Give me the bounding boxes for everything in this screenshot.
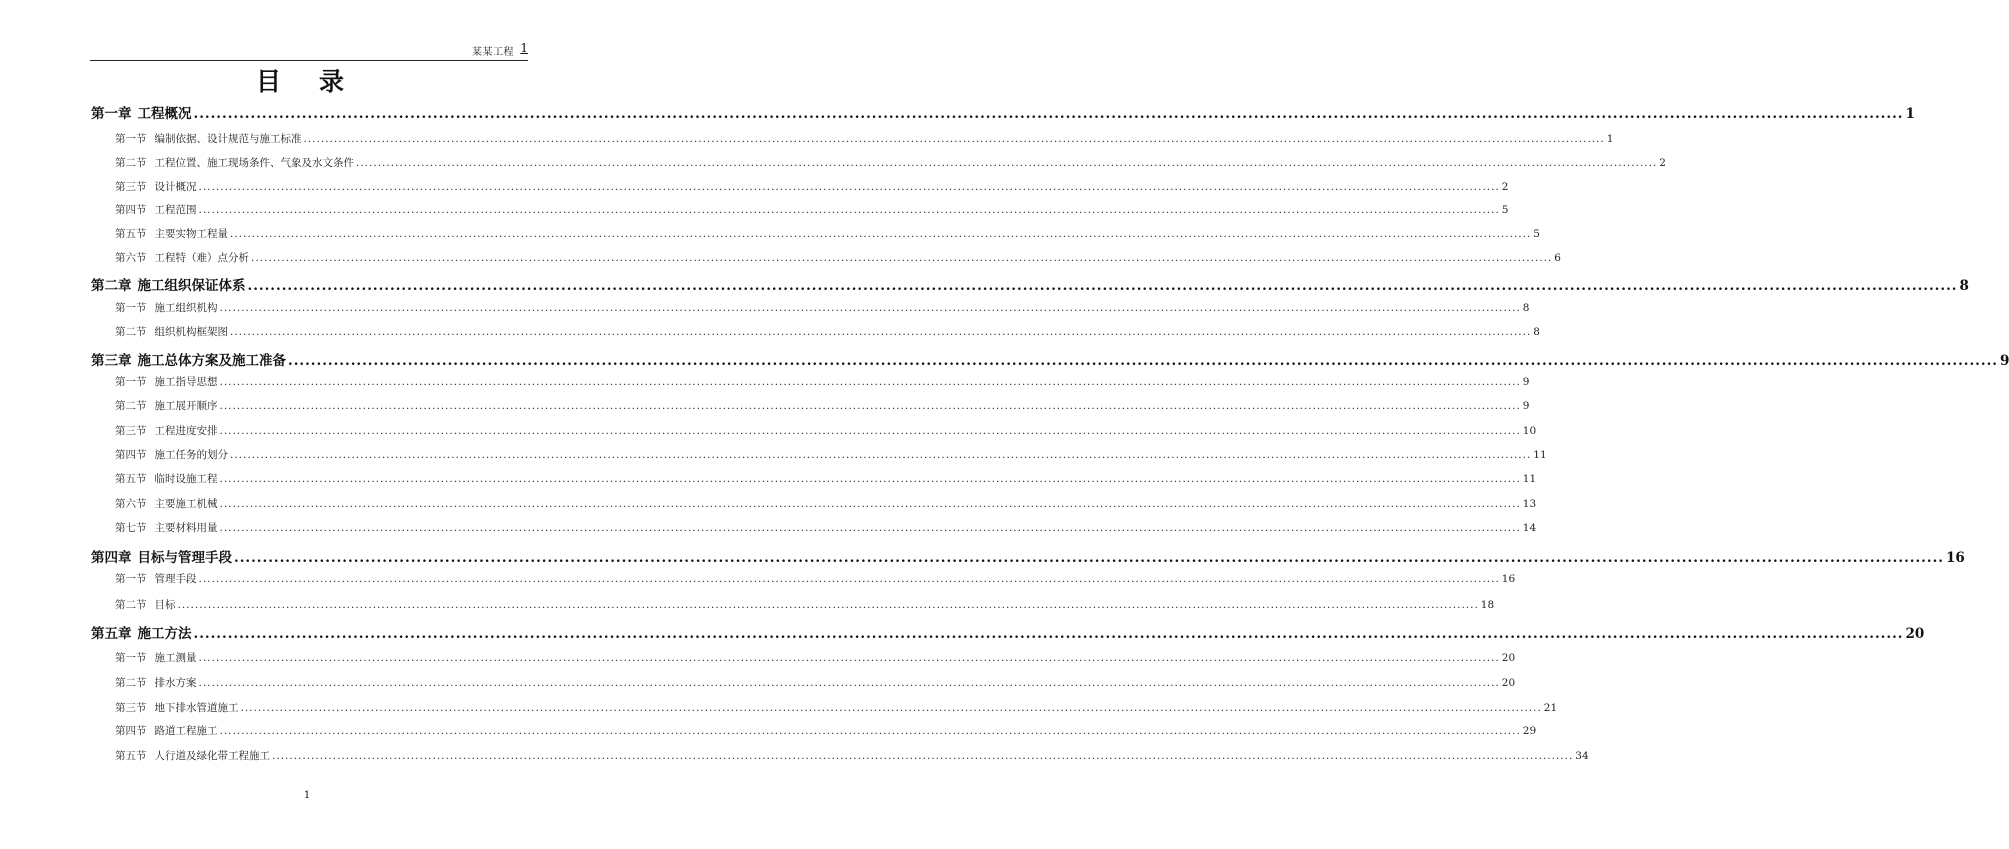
toc-entry-page-number: 8: [1959, 278, 1969, 294]
toc-leader-dots: ............................................................................................................................................................................................................................................................................................................: [177, 599, 1479, 611]
toc-section-entry[interactable]: [115, 748, 1589, 763]
toc-entry-title: 施工总体方案及施工准备: [137, 353, 286, 369]
toc-leader-dots: ............................................................................................................................................................................................................................................................................................................: [230, 228, 1532, 240]
toc-leader-dots: ............................................................................................................................................................................................................................................................................................................: [198, 677, 1500, 689]
toc-entry-number: 第三节: [115, 181, 147, 193]
toc-section-entry[interactable]: [115, 131, 1614, 146]
toc-entry-page-number: 13: [1522, 498, 1537, 510]
toc-section-entry[interactable]: [115, 374, 1530, 389]
toc-leader-dots: ............................................................................................................................................................................................................................................................................................................: [198, 204, 1500, 216]
toc-entry-label: [115, 324, 228, 339]
toc-entry-title: 施工组织机构: [154, 302, 218, 314]
toc-entry-number: 第一节: [115, 376, 147, 388]
toc-entry-page-number: 2: [1501, 181, 1509, 193]
toc-entry-label: [115, 179, 197, 194]
toc-entry-title: 施工指导思想: [154, 376, 218, 388]
toc-section-entry[interactable]: [115, 423, 1537, 438]
toc-entry-page-number: 20: [1905, 626, 1925, 642]
toc-leader-dots: ............................................................................................................................................................................................................................................................................................................: [303, 133, 1605, 145]
toc-entry-title: 工程位置、施工现场条件、气象及水文条件: [154, 157, 354, 169]
toc-entry-label: [115, 155, 354, 170]
toc-entry-label: [115, 748, 270, 763]
toc-entry-label: [91, 349, 286, 369]
toc-entry-page-number: 5: [1533, 228, 1540, 240]
toc-entry-number: 第四节: [115, 204, 147, 216]
toc-leader-dots: ............................................................................................................................................................................................................................................................................................................: [219, 522, 1521, 534]
toc-entry-label: [115, 398, 218, 413]
toc-entry-title: 主要实物工程量: [154, 228, 228, 240]
toc-leader-dots: ............................................................................................................................................................................................................................................................................................................: [219, 425, 1521, 437]
toc-entry-label: [115, 723, 218, 738]
toc-entry-number: 第一节: [115, 302, 147, 314]
toc-section-entry[interactable]: [115, 155, 1666, 170]
toc-entry-number: 第四章: [91, 550, 132, 566]
toc-leader-dots: ............................................................................................................................................................................................................................................................................................................: [251, 252, 1553, 264]
toc-entry-label: [115, 131, 302, 146]
toc-entry-title: 施工组织保证体系: [137, 278, 246, 294]
toc-entry-page-number: 10: [1522, 425, 1537, 437]
toc-leader-dots: ............................................................................................................................................................................................................................................................................................................: [230, 449, 1532, 461]
toc-title: 目录: [255, 67, 382, 96]
toc-leader-dots: ............................................................................................................................................................................................................................................................................................................: [219, 473, 1521, 485]
toc-chapter-entry[interactable]: [91, 349, 2009, 369]
toc-entry-title: 排水方案: [154, 677, 197, 689]
toc-leader-dots: ............................................................................................................................................................................................................................................................................................................: [288, 353, 1998, 369]
toc-section-entry[interactable]: [115, 447, 1547, 462]
toc-chapter-entry[interactable]: [91, 622, 1925, 642]
toc-entry-page-number: 9: [1522, 400, 1530, 412]
toc-entry-title: 组织机构框架图: [154, 326, 228, 338]
toc-leader-dots: ............................................................................................................................................................................................................................................................................................................: [219, 498, 1521, 510]
toc-section-entry[interactable]: [115, 324, 1540, 339]
toc-section-entry[interactable]: [115, 226, 1540, 241]
toc-section-entry[interactable]: [115, 675, 1516, 690]
toc-leader-dots: ............................................................................................................................................................................................................................................................................................................: [198, 652, 1500, 664]
toc-entry-page-number: 8: [1522, 302, 1530, 314]
toc-section-entry[interactable]: [115, 700, 1558, 715]
toc-entry-number: 第一节: [115, 652, 147, 664]
toc-entry-number: 第四节: [115, 725, 147, 737]
toc-entry-page-number: 16: [1946, 550, 1965, 566]
toc-entry-title: 工程特（难）点分析: [154, 252, 249, 264]
toc-leader-dots: ............................................................................................................................................................................................................................................................................................................: [230, 326, 1532, 338]
toc-entry-label: [115, 597, 176, 612]
toc-entry-title: 工程进度安排: [154, 425, 218, 437]
toc-entry-label: [115, 520, 218, 535]
toc-entry-page-number: 20: [1501, 677, 1516, 689]
toc-entry-label: [115, 374, 218, 389]
toc-entry-label: [115, 423, 218, 438]
toc-entry-number: 第三节: [115, 702, 147, 714]
toc-entry-page-number: 9: [2000, 353, 2009, 369]
toc-entry-number: 第二节: [115, 599, 147, 611]
toc-section-entry[interactable]: [115, 300, 1530, 315]
toc-entry-label: [115, 250, 249, 265]
toc-entry-title: 目标与管理手段: [137, 550, 232, 566]
toc-leader-dots: ............................................................................................................................................................................................................................................................................................................: [356, 157, 1658, 169]
toc-entry-page-number: 29: [1522, 725, 1537, 737]
toc-entry-label: [115, 571, 197, 586]
toc-leader-dots: ............................................................................................................................................................................................................................................................................................................: [219, 725, 1521, 737]
toc-entry-title: 地下排水管道施工: [154, 702, 239, 714]
footer-page-number: 1: [303, 790, 311, 801]
toc-section-entry[interactable]: [115, 179, 1509, 194]
toc-entry-number: 第三节: [115, 425, 147, 437]
toc-entry-title: 设计概况: [154, 181, 197, 193]
toc-entry-page-number: 11: [1522, 473, 1537, 485]
toc-section-entry[interactable]: [115, 250, 1561, 265]
toc-entry-page-number: 20: [1501, 652, 1516, 664]
toc-leader-dots: ............................................................................................................................................................................................................................................................................................................: [247, 278, 1958, 294]
toc-entry-label: [91, 622, 192, 642]
toc-entry-page-number: 5: [1501, 204, 1509, 216]
toc-entry-label: [115, 496, 218, 511]
toc-chapter-entry[interactable]: [91, 274, 1969, 294]
toc-entry-number: 第一节: [115, 573, 147, 585]
toc-leader-dots: ............................................................................................................................................................................................................................................................................................................: [193, 626, 1904, 642]
toc-entry-label: [115, 650, 197, 665]
toc-entry-title: 主要材料用量: [154, 522, 218, 534]
toc-entry-title: 工程概况: [137, 106, 192, 122]
toc-entry-page-number: 1: [1606, 133, 1614, 145]
toc-entry-title: 施工任务的划分: [154, 449, 228, 461]
toc-entry-title: 主要施工机械: [154, 498, 218, 510]
page-header: [90, 38, 528, 61]
toc-entry-number: 第五节: [115, 473, 147, 485]
toc-entry-title: 目标: [154, 599, 176, 611]
toc-entry-page-number: 18: [1480, 599, 1495, 611]
toc-entry-page-number: 9: [1522, 376, 1530, 388]
toc-entry-label: [115, 700, 239, 715]
toc-entry-label: [115, 447, 228, 462]
toc-entry-number: 第一章: [91, 106, 132, 122]
toc-section-entry[interactable]: [115, 398, 1530, 413]
toc-entry-label: [115, 202, 197, 217]
toc-entry-label: [91, 102, 192, 122]
toc-entry-title: 临时设施工程: [154, 473, 218, 485]
toc-leader-dots: ............................................................................................................................................................................................................................................................................................................: [234, 550, 1944, 566]
toc-entry-page-number: 2: [1659, 157, 1666, 169]
toc-entry-number: 第二节: [115, 157, 147, 169]
toc-leader-dots: ............................................................................................................................................................................................................................................................................................................: [219, 400, 1521, 412]
toc-section-entry[interactable]: [115, 520, 1537, 535]
toc-entry-number: 第七节: [115, 522, 147, 534]
toc-entry-number: 第三章: [91, 353, 132, 369]
toc-entry-number: 第一节: [115, 133, 147, 145]
toc-entry-page-number: 8: [1533, 326, 1540, 338]
toc-entry-title: 施工测量: [154, 652, 197, 664]
toc-entry-title: 施工方法: [137, 626, 192, 642]
toc-entry-page-number: 11: [1533, 449, 1547, 461]
toc-leader-dots: ............................................................................................................................................................................................................................................................................................................: [219, 376, 1521, 388]
toc-entry-number: 第五节: [115, 228, 147, 240]
toc-entry-number: 第六节: [115, 252, 147, 264]
toc-entry-page-number: 14: [1522, 522, 1537, 534]
toc-entry-number: 第二节: [115, 400, 147, 412]
toc-entry-label: [91, 274, 246, 294]
toc-entry-number: 第四节: [115, 449, 147, 461]
toc-section-entry[interactable]: [115, 597, 1495, 612]
toc-entry-title: 路道工程施工: [154, 725, 218, 737]
toc-entry-label: [115, 675, 197, 690]
toc-leader-dots: ............................................................................................................................................................................................................................................................................................................: [240, 702, 1542, 714]
header-title: 某某工程: [472, 47, 514, 58]
toc-leader-dots: ............................................................................................................................................................................................................................................................................................................: [198, 573, 1500, 585]
toc-section-entry[interactable]: [115, 723, 1537, 738]
toc-chapter-entry[interactable]: [91, 546, 1965, 566]
toc-section-entry[interactable]: [115, 471, 1537, 486]
toc-section-entry[interactable]: [115, 650, 1516, 665]
toc-entry-label: [115, 226, 228, 241]
toc-section-entry[interactable]: [115, 571, 1516, 586]
toc-entry-page-number: 1: [1905, 106, 1915, 122]
toc-leader-dots: ............................................................................................................................................................................................................................................................................................................: [272, 750, 1574, 762]
toc-leader-dots: ............................................................................................................................................................................................................................................................................................................: [193, 106, 1904, 122]
toc-entry-title: 编制依据、设计规范与施工标准: [154, 133, 302, 145]
toc-section-entry[interactable]: [115, 496, 1537, 511]
toc-entry-label: [115, 300, 218, 315]
toc-entry-number: 第五节: [115, 750, 147, 762]
toc-entry-title: 工程范围: [154, 204, 197, 216]
toc-entry-number: 第二节: [115, 326, 147, 338]
toc-chapter-entry[interactable]: [91, 102, 1915, 122]
toc-leader-dots: ............................................................................................................................................................................................................................................................................................................: [219, 302, 1521, 314]
toc-entry-title: 人行道及绿化带工程施工: [154, 750, 270, 762]
toc-entry-title: 施工展开顺序: [154, 400, 218, 412]
toc-entry-number: 第五章: [91, 626, 132, 642]
toc-entry-number: 第六节: [115, 498, 147, 510]
toc-entry-page-number: 21: [1543, 702, 1558, 714]
toc-entry-title: 管理手段: [154, 573, 197, 585]
toc-entry-label: [115, 471, 218, 486]
toc-entry-page-number: 6: [1554, 252, 1561, 264]
header-page-number: 1: [520, 41, 528, 55]
toc-leader-dots: ............................................................................................................................................................................................................................................................................................................: [198, 181, 1500, 193]
toc-section-entry[interactable]: [115, 202, 1509, 217]
toc-entry-page-number: 16: [1501, 573, 1516, 585]
toc-entry-number: 第二节: [115, 677, 147, 689]
toc-entry-label: [91, 546, 232, 566]
toc-entry-page-number: 34: [1575, 750, 1589, 762]
toc-entry-number: 第二章: [91, 278, 132, 294]
